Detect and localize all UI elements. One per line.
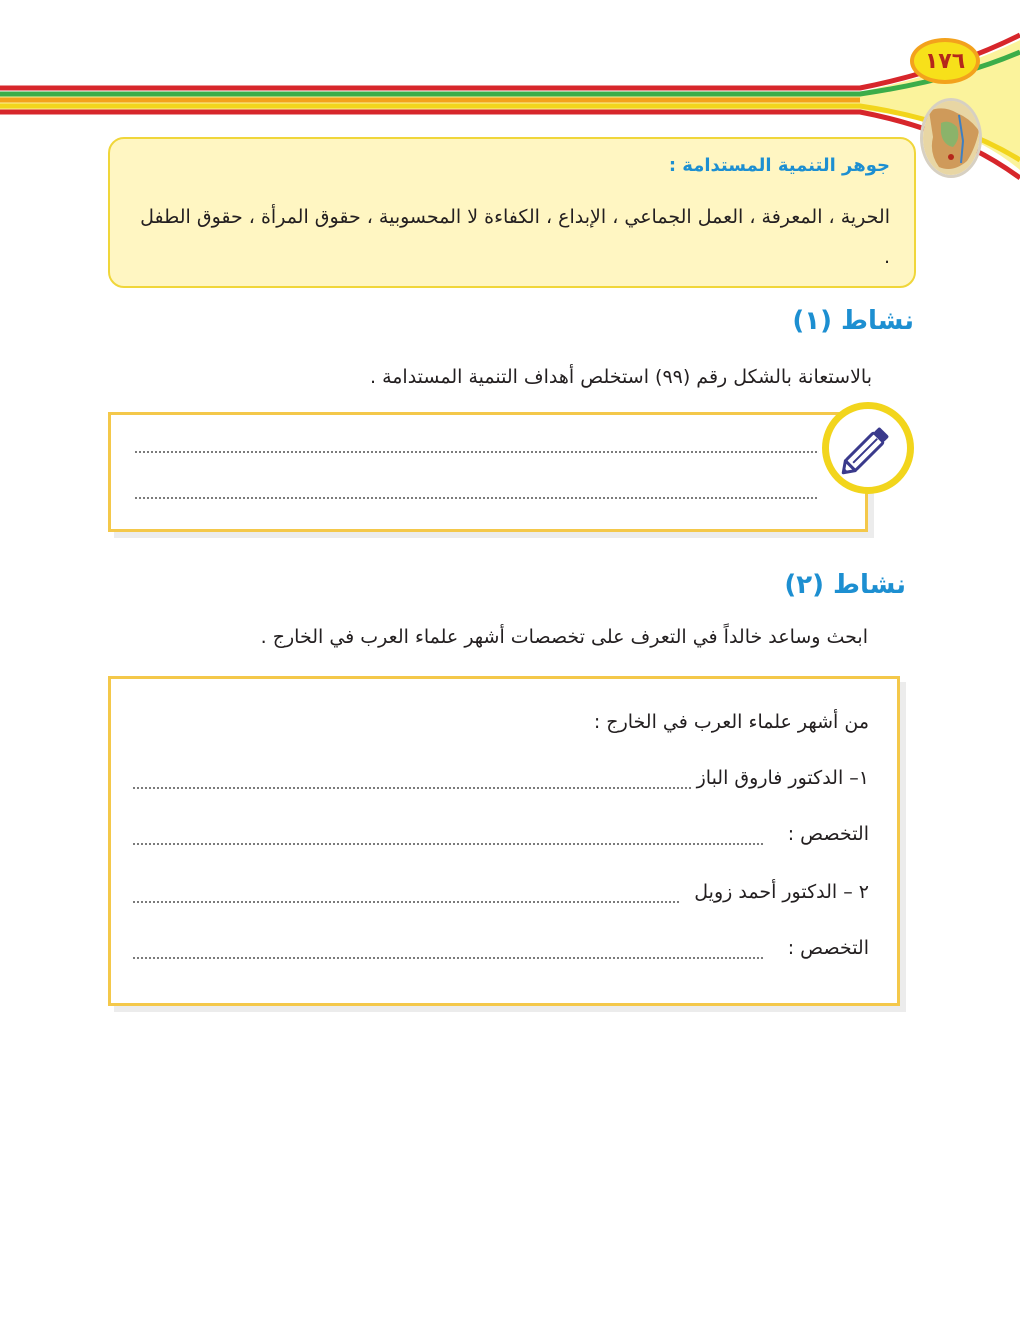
pencil-badge xyxy=(822,402,914,494)
scientist-1-line[interactable] xyxy=(133,787,691,789)
specialty-2-label: التخصص : xyxy=(787,937,869,959)
activity-1-answer-box xyxy=(108,412,868,532)
answer-line-2[interactable] xyxy=(135,497,817,499)
specialty-1-label: التخصص : xyxy=(787,823,869,845)
page-number: ١٧٦ xyxy=(910,38,980,84)
activity-2-title: نشاط (٢) xyxy=(784,570,906,600)
scientist-1-name: ١– الدكتور فاروق الباز xyxy=(696,767,869,789)
essence-title: جوهر التنمية المستدامة : xyxy=(668,155,890,176)
sustainable-development-essence-box xyxy=(108,137,916,288)
activity-1-instruction: بالاستعانة بالشكل رقم (٩٩) استخلص أهداف التنمية المستدامة . xyxy=(369,366,872,388)
answer-line-1[interactable] xyxy=(135,451,817,453)
map-thumbnail xyxy=(920,98,982,178)
scientist-2-line[interactable] xyxy=(133,901,679,903)
specialty-2-line[interactable] xyxy=(133,957,763,959)
specialty-1-line[interactable] xyxy=(133,843,763,845)
scientist-2-name: ٢ – الدكتور أحمد زويل xyxy=(694,881,869,903)
pencil-icon xyxy=(829,409,907,487)
list-title: من أشهر علماء العرب في الخارج : xyxy=(593,711,869,733)
activity-2-instruction: ابحث وساعد خالداً في التعرف على تخصصات أشهر علماء العرب في الخارج . xyxy=(260,626,868,648)
activity-2-answer-box xyxy=(108,676,900,1006)
activity-1-title: نشاط (١) xyxy=(792,306,914,336)
essence-text: الحرية ، المعرفة ، العمل الجماعي ، الإبداع ، الكفاءة لا المحسوبية ، حقوق المرأة ، حقوق الطفل . xyxy=(140,206,890,268)
